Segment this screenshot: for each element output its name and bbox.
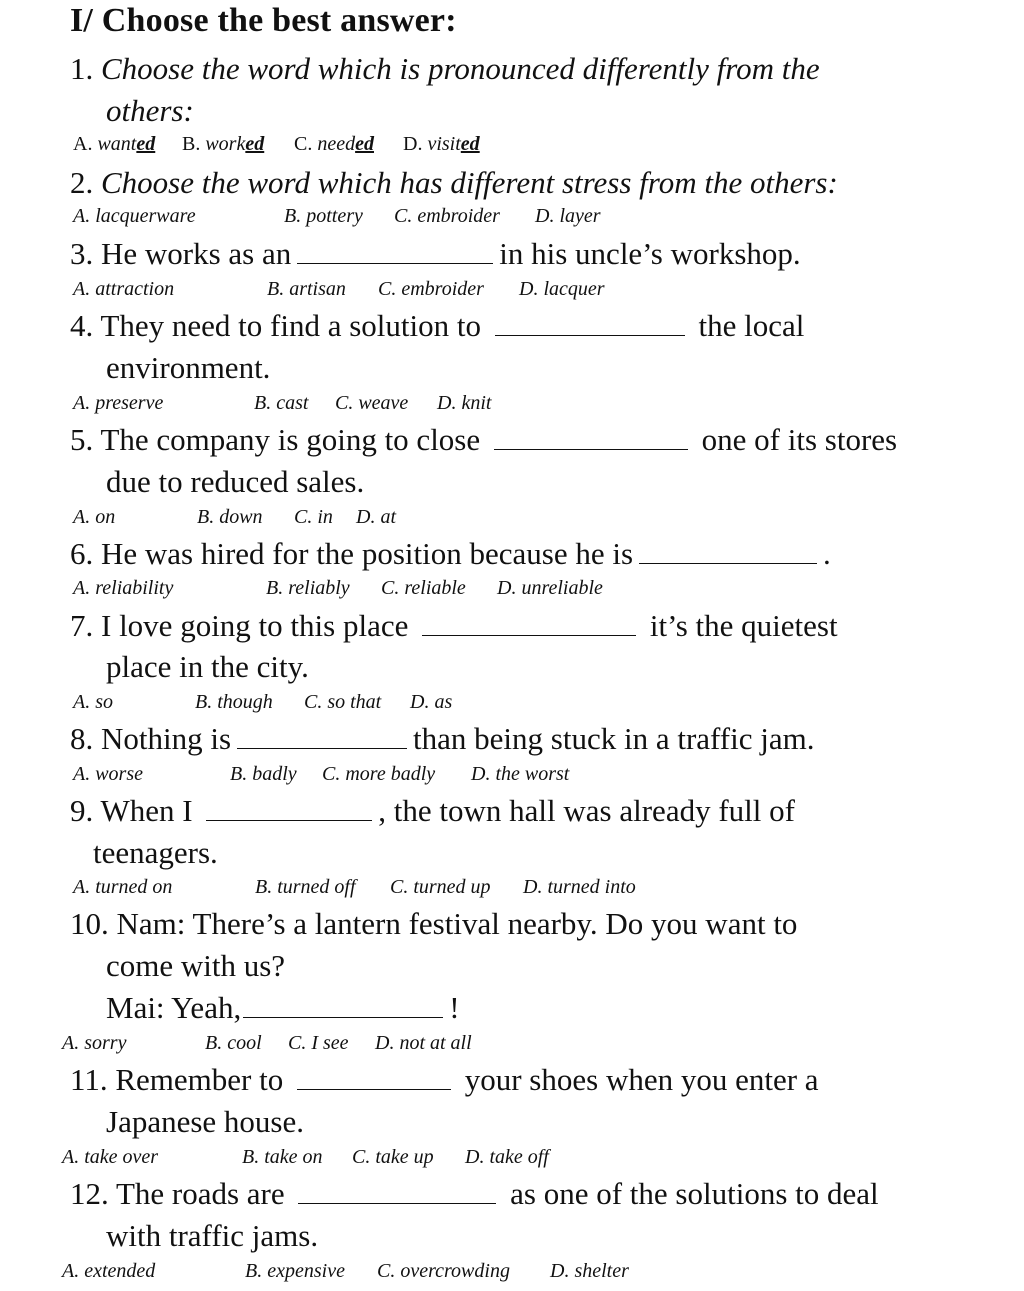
option-a[interactable]: A. wanted <box>73 133 156 155</box>
question-text: He was hired for the position because he is <box>101 536 634 571</box>
question-text-end: it’s the quietest <box>649 608 838 643</box>
question-7-options <box>73 691 452 714</box>
answer-blank[interactable] <box>298 1179 496 1204</box>
option-b[interactable]: B. worked <box>182 133 265 155</box>
question-number: 9. <box>70 793 94 828</box>
question-11-line-2: Japanese house. <box>106 1104 304 1139</box>
question-text: Choose the word which has different stress from the others: <box>101 165 838 200</box>
option-b[interactable]: B. artisan <box>267 278 346 300</box>
question-9-line-2: teenagers. <box>93 835 218 870</box>
answer-blank[interactable] <box>422 611 636 636</box>
dialogue-reply: Mai: Yeah, <box>106 990 242 1025</box>
question-text-end: as one of the solutions to deal <box>510 1176 879 1211</box>
option-c[interactable]: C. reliable <box>381 577 466 599</box>
question-10-options <box>62 1032 472 1055</box>
answer-blank[interactable] <box>495 311 685 336</box>
option-d[interactable]: D. turned into <box>523 876 636 898</box>
question-5-options <box>73 506 396 529</box>
option-d[interactable]: D. visited <box>403 133 480 155</box>
option-d[interactable]: D. as <box>410 691 453 713</box>
question-text-end: than being stuck in a traffic jam. <box>413 721 815 756</box>
option-a[interactable]: A. lacquerware <box>73 205 196 227</box>
question-number: 10. <box>70 906 109 941</box>
dialogue-end: ! <box>449 990 460 1025</box>
question-number: 4. <box>70 308 94 343</box>
question-text: I love going to this place <box>101 608 409 643</box>
question-6 <box>70 533 831 575</box>
option-d[interactable]: D. shelter <box>550 1260 629 1282</box>
option-b[interactable]: B. down <box>197 506 263 528</box>
option-b[interactable]: B. badly <box>230 763 297 785</box>
option-c[interactable]: C. turned up <box>390 876 491 898</box>
question-10-line-3 <box>106 987 460 1029</box>
option-a[interactable]: A. take over <box>62 1146 159 1168</box>
question-10-line-2: come with us? <box>106 948 286 983</box>
question-text-end: , the town hall was already full of <box>378 793 795 828</box>
question-7-line-2: place in the city. <box>106 649 309 684</box>
question-11-options <box>62 1146 549 1169</box>
option-d[interactable]: D. unreliable <box>497 577 603 599</box>
question-1-line-2: others: <box>106 93 194 128</box>
question-7 <box>70 605 968 647</box>
question-text: Remember to <box>115 1062 284 1097</box>
question-2-options <box>73 205 601 228</box>
option-a[interactable]: A. worse <box>73 763 143 785</box>
question-text: When I <box>100 793 193 828</box>
answer-blank[interactable] <box>206 796 372 821</box>
question-5 <box>70 419 968 461</box>
option-c[interactable]: C. overcrowding <box>377 1260 510 1282</box>
question-9-options <box>73 876 636 899</box>
question-text-end: in his uncle’s workshop. <box>499 236 801 271</box>
option-b[interactable]: B. reliably <box>266 577 350 599</box>
question-11 <box>70 1059 968 1101</box>
question-10 <box>70 903 968 945</box>
option-c[interactable]: C. take up <box>352 1146 434 1168</box>
question-number: 2. <box>70 165 94 200</box>
answer-blank[interactable] <box>639 539 817 564</box>
question-3 <box>70 233 801 275</box>
option-b[interactable]: B. expensive <box>245 1260 345 1282</box>
question-text: He works as an <box>101 236 292 271</box>
question-3-options <box>73 278 605 301</box>
option-d[interactable]: D. at <box>356 506 396 528</box>
option-b[interactable]: B. pottery <box>284 205 363 227</box>
answer-blank[interactable] <box>243 993 443 1018</box>
option-d[interactable]: D. take off <box>465 1146 549 1168</box>
question-12-line-2: with traffic jams. <box>106 1218 319 1253</box>
option-b[interactable]: B. though <box>195 691 273 713</box>
question-4-options <box>73 392 491 415</box>
option-b[interactable]: B. take on <box>242 1146 323 1168</box>
question-number: 5. <box>70 422 94 457</box>
question-text: The roads are <box>115 1176 285 1211</box>
question-number: 11. <box>70 1062 108 1097</box>
answer-blank[interactable] <box>237 724 407 749</box>
question-2 <box>70 162 838 204</box>
option-d[interactable]: D. the worst <box>471 763 570 785</box>
question-1 <box>70 48 968 90</box>
option-a[interactable]: A. extended <box>62 1260 156 1282</box>
question-text: Choose the word which is pronounced differently from the <box>101 51 820 86</box>
question-number: 12. <box>70 1176 109 1211</box>
option-a[interactable]: A. so <box>73 691 113 713</box>
question-number: 8. <box>70 721 94 756</box>
option-d[interactable]: D. knit <box>437 392 492 414</box>
question-text: They need to find a solution to <box>100 308 481 343</box>
option-b[interactable]: B. turned off <box>255 876 356 898</box>
question-4-line-2: environment. <box>106 350 271 385</box>
option-c[interactable]: C. needed <box>294 133 374 155</box>
question-12 <box>70 1173 968 1215</box>
option-a[interactable]: A. on <box>73 506 116 528</box>
question-number: 1. <box>70 51 94 86</box>
option-c[interactable]: C. so that <box>304 691 382 713</box>
question-text-end: . <box>823 536 831 571</box>
question-8-options <box>73 763 569 786</box>
question-4 <box>70 305 968 347</box>
option-a[interactable]: A. attraction <box>73 278 175 300</box>
option-c[interactable]: C. I see <box>288 1032 349 1054</box>
question-6-options <box>73 577 603 600</box>
question-number: 3. <box>70 236 94 271</box>
question-text: The company is going to close <box>100 422 481 457</box>
question-5-line-2: due to reduced sales. <box>106 464 365 499</box>
question-9 <box>70 790 968 832</box>
question-text-end: the local <box>698 308 805 343</box>
section-heading: I/ Choose the best answer: <box>70 2 457 39</box>
question-number: 7. <box>70 608 94 643</box>
question-text-end: your shoes when you enter a <box>464 1062 819 1097</box>
option-c[interactable]: C. embroider <box>378 278 484 300</box>
option-a[interactable]: A. preserve <box>73 392 164 414</box>
answer-blank[interactable] <box>297 239 493 264</box>
option-c[interactable]: C. in <box>294 506 333 528</box>
option-c[interactable]: C. weave <box>335 392 409 414</box>
option-b[interactable]: B. cast <box>254 392 309 414</box>
option-a[interactable]: A. turned on <box>73 876 173 898</box>
answer-blank[interactable] <box>494 425 688 450</box>
option-a[interactable]: A. reliability <box>73 577 174 599</box>
question-number: 6. <box>70 536 94 571</box>
option-d[interactable]: D. not at all <box>375 1032 472 1054</box>
question-1-options <box>73 133 480 156</box>
question-text: Nam: There’s a lantern festival nearby. Do you want to <box>116 906 798 941</box>
option-d[interactable]: D. lacquer <box>519 278 605 300</box>
option-c[interactable]: C. more badly <box>322 763 436 785</box>
answer-blank[interactable] <box>297 1065 451 1090</box>
option-b[interactable]: B. cool <box>205 1032 262 1054</box>
option-c[interactable]: C. embroider <box>394 205 500 227</box>
option-d[interactable]: D. layer <box>535 205 601 227</box>
question-8 <box>70 718 815 760</box>
question-text-end: one of its stores <box>701 422 898 457</box>
question-12-options <box>62 1260 629 1283</box>
question-text: Nothing is <box>101 721 232 756</box>
option-a[interactable]: A. sorry <box>62 1032 127 1054</box>
